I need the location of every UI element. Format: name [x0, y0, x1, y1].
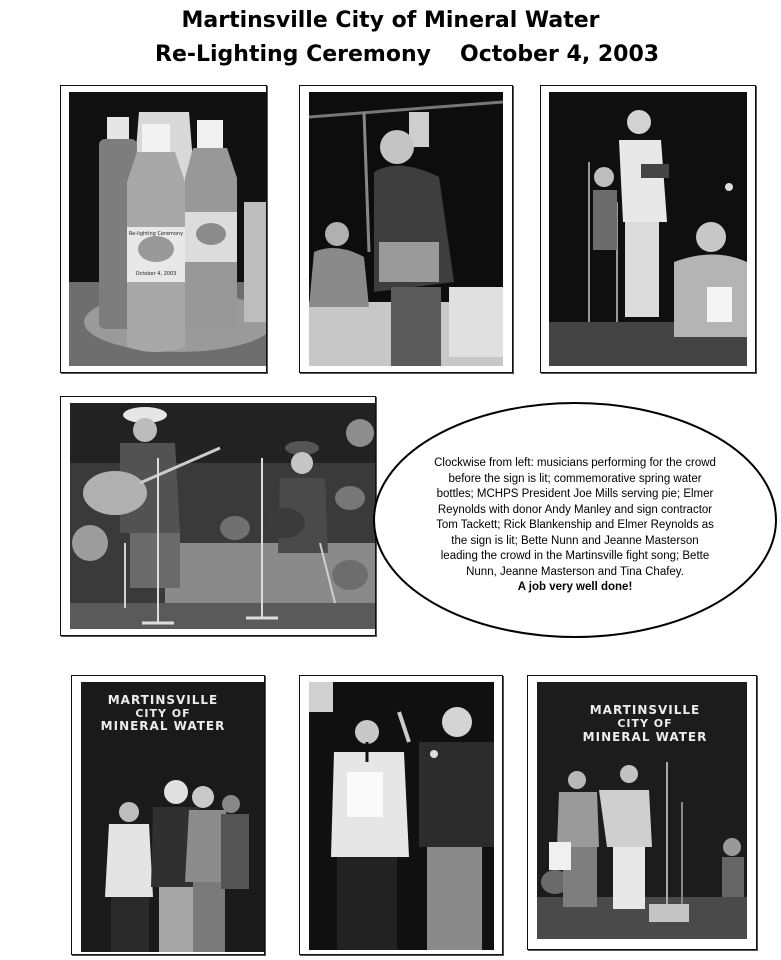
photo-serving-pie — [309, 92, 503, 366]
photo-frame-singers — [299, 675, 503, 955]
photo-frame-sign-crowd — [71, 675, 265, 955]
photo-musicians — [70, 403, 375, 629]
sign-text-line2: CITY OF — [135, 707, 191, 720]
caption-text — [433, 456, 717, 596]
photo-sign-crowd — [81, 682, 264, 952]
photo-frame-bottles — [60, 85, 267, 373]
photo-frame-stage — [540, 85, 756, 373]
sign-lit-text-line1: MARTINSVILLE — [589, 703, 701, 717]
photo-frame-sign-lit — [527, 675, 757, 950]
caption-closing: A job very well done! — [517, 581, 633, 593]
bottle-label-line2: October 4, 2003 — [135, 271, 177, 277]
ceremony-date: October 4, 2003 — [460, 42, 660, 67]
sign-text-line1: MARTINSVILLE — [107, 693, 219, 707]
photo-singers — [309, 682, 494, 950]
ceremony-name: Re-Lighting Ceremony — [155, 42, 431, 67]
photo-sign-lit — [537, 682, 747, 939]
page-title: Martinsville City of Mineral Water — [181, 8, 600, 33]
sign-text-line3: MINERAL WATER — [100, 719, 226, 733]
photo-stage-speakers — [549, 92, 747, 366]
sign-lit-text-line2: CITY OF — [617, 717, 673, 730]
caption-body: Clockwise from left: musicians performing for the crowd before the sign is lit; commemorative spring water bottles; MCHPS President Joe Mills serving pie; Elmer Reynolds with donor Andy Manley and sign contractor Tom Tackett; Rick Blankenship and Elmer Reynolds as the sign is lit; Bette Nunn and Jeanne Masterson leading the crowd in the Martinsville fight song; Bette Nunn, Jeanne Masterson and Tina Chafey. — [434, 457, 716, 578]
photo-frame-pie — [299, 85, 513, 373]
caption-ellipse — [371, 400, 779, 640]
sign-lit-text-line3: MINERAL WATER — [582, 730, 708, 744]
bottle-label-line1: Re-lighting Ceremony — [128, 231, 184, 237]
photo-frame-musicians — [60, 396, 376, 636]
photo-water-bottles — [69, 92, 266, 366]
